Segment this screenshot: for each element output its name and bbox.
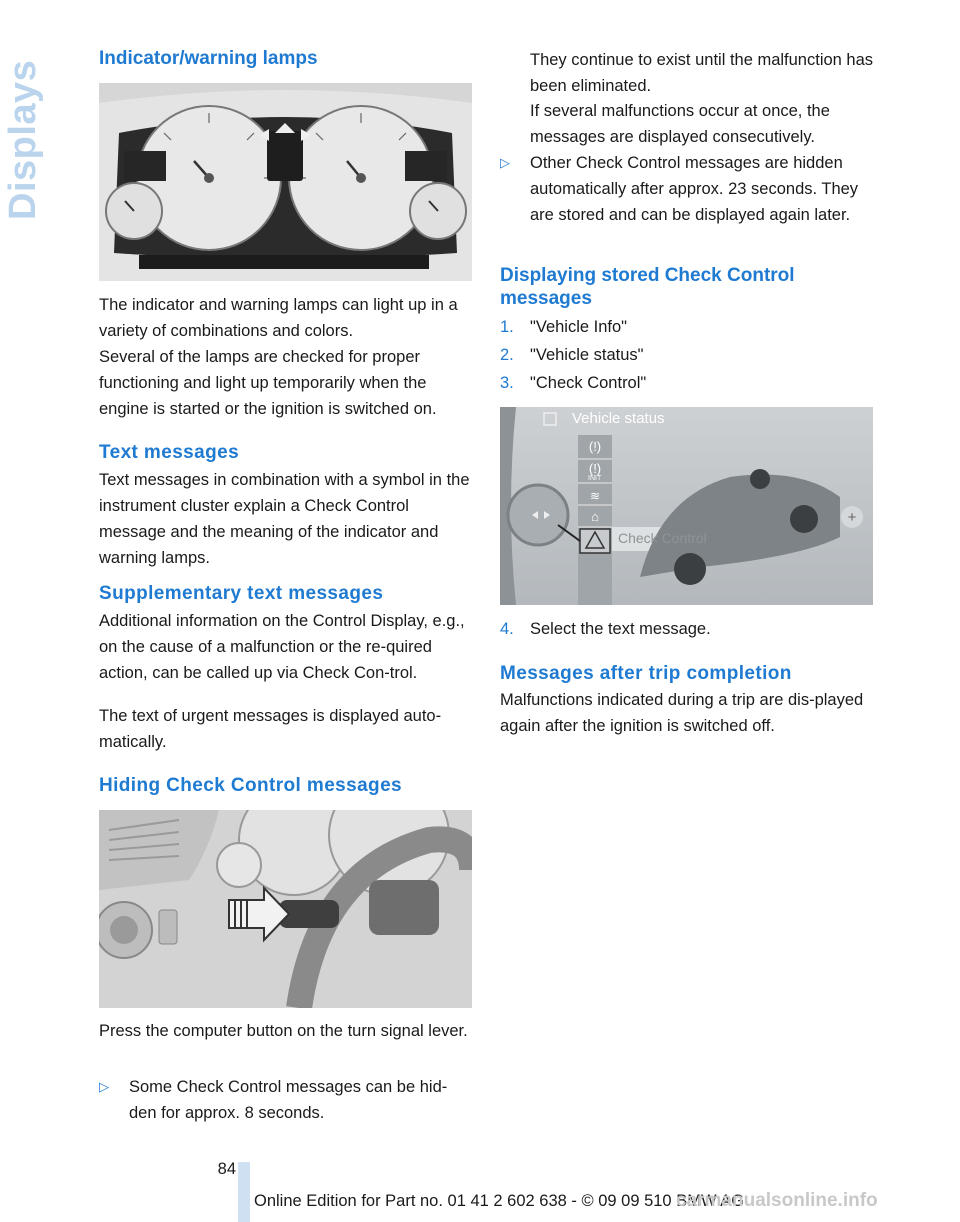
steering-wheel-illustration [99, 810, 472, 1008]
instrument-cluster-illustration [99, 83, 472, 281]
step-number: 4. [500, 620, 514, 638]
list-item [500, 616, 876, 642]
bullet-triangle-icon: ▷ [99, 1079, 109, 1094]
list-item [500, 370, 876, 396]
control-display-figure [500, 407, 873, 605]
footer-edition-text: Online Edition for Part no. 01 41 2 602 638 - © 09 09 510 BMW AG [254, 1192, 745, 1210]
vehicle-status-screen [500, 407, 873, 605]
paragraph-continue-to-exist: They continue to exist until the malfunction has been eliminated. [530, 51, 874, 95]
list-item [500, 150, 876, 230]
steering-wheel-figure [99, 810, 472, 1008]
screen-title: Vehicle status [572, 410, 665, 427]
heading-displaying-stored-check-control: Displaying stored Check Control messages [500, 265, 795, 309]
bullet-triangle-icon: ▷ [500, 155, 510, 170]
heading-hiding-check-control: Hiding Check Control messages [99, 775, 403, 796]
paragraph-urgent-messages: The text of urgent messages is displayed auto-matically. [99, 707, 442, 751]
watermark: carmanualsonline.info [676, 1190, 878, 1211]
step-number: 3. [500, 374, 514, 392]
bullet-hidden-8-seconds: Some Check Control messages can be hid-den for approx. 8 seconds. [129, 1078, 448, 1122]
step-text: "Check Control" [530, 374, 647, 392]
screen-check-control-label: Check Control [618, 530, 707, 546]
svg-text:⌂: ⌂ [591, 509, 599, 524]
step-text: Select the text message. [530, 620, 711, 638]
step-text: "Vehicle status" [530, 346, 644, 364]
paragraph-after-trip: Malfunctions indicated during a trip are dis-played again after the ignition is switched off. [500, 691, 864, 735]
paragraph-text-messages: Text messages in combination with a symbol in the instrument cluster explain a Check Control message and the meaning of the indicator and warning lamps. [99, 471, 470, 567]
heading-indicator-lamps: Indicator/warning lamps [99, 48, 318, 69]
svg-text:(!): (!) [588, 461, 602, 476]
paragraph-lamps-combinations: The indicator and warning lamps can light up in a variety of combinations and colors. [99, 296, 458, 340]
section-tab [0, 0, 70, 230]
svg-text:≋: ≋ [589, 489, 601, 503]
section-tab-label: Displays [2, 59, 44, 220]
heading-supplementary-text-messages: Supplementary text messages [99, 583, 384, 604]
step-number: 1. [500, 318, 514, 336]
paragraph-several-malfunctions: If several malfunctions occur at once, the messages are displayed consecutively. [530, 102, 830, 146]
paragraph-press-computer-button: Press the computer button on the turn signal lever. [99, 1022, 468, 1040]
page-number: 84 [217, 1160, 236, 1178]
instrument-cluster-figure [99, 83, 472, 281]
svg-text:(!): (!) [588, 439, 602, 454]
svg-text:+: + [847, 509, 857, 526]
paragraph-lamps-checked: Several of the lamps are checked for proper functioning and light up temporarily when the engine is started or the ignition is switched on. [99, 348, 437, 418]
list-item [99, 1074, 473, 1126]
list-item [500, 314, 876, 340]
list-item [500, 342, 876, 368]
step-text: "Vehicle Info" [530, 318, 628, 336]
footer-accent-bar [238, 1162, 250, 1222]
heading-messages-after-trip: Messages after trip completion [500, 663, 792, 684]
paragraph-supplementary: Additional information on the Control Display, e.g., on the cause of a malfunction or the re-quired action, can be called up via Check Con-trol. [99, 612, 465, 682]
screen-init-label: INIT [588, 475, 602, 482]
bullet-hidden-23-seconds: Other Check Control messages are hidden automatically after approx. 23 seconds. They are stored and can be displayed again later. [530, 154, 859, 224]
heading-text-messages: Text messages [99, 442, 240, 463]
step-number: 2. [500, 346, 514, 364]
